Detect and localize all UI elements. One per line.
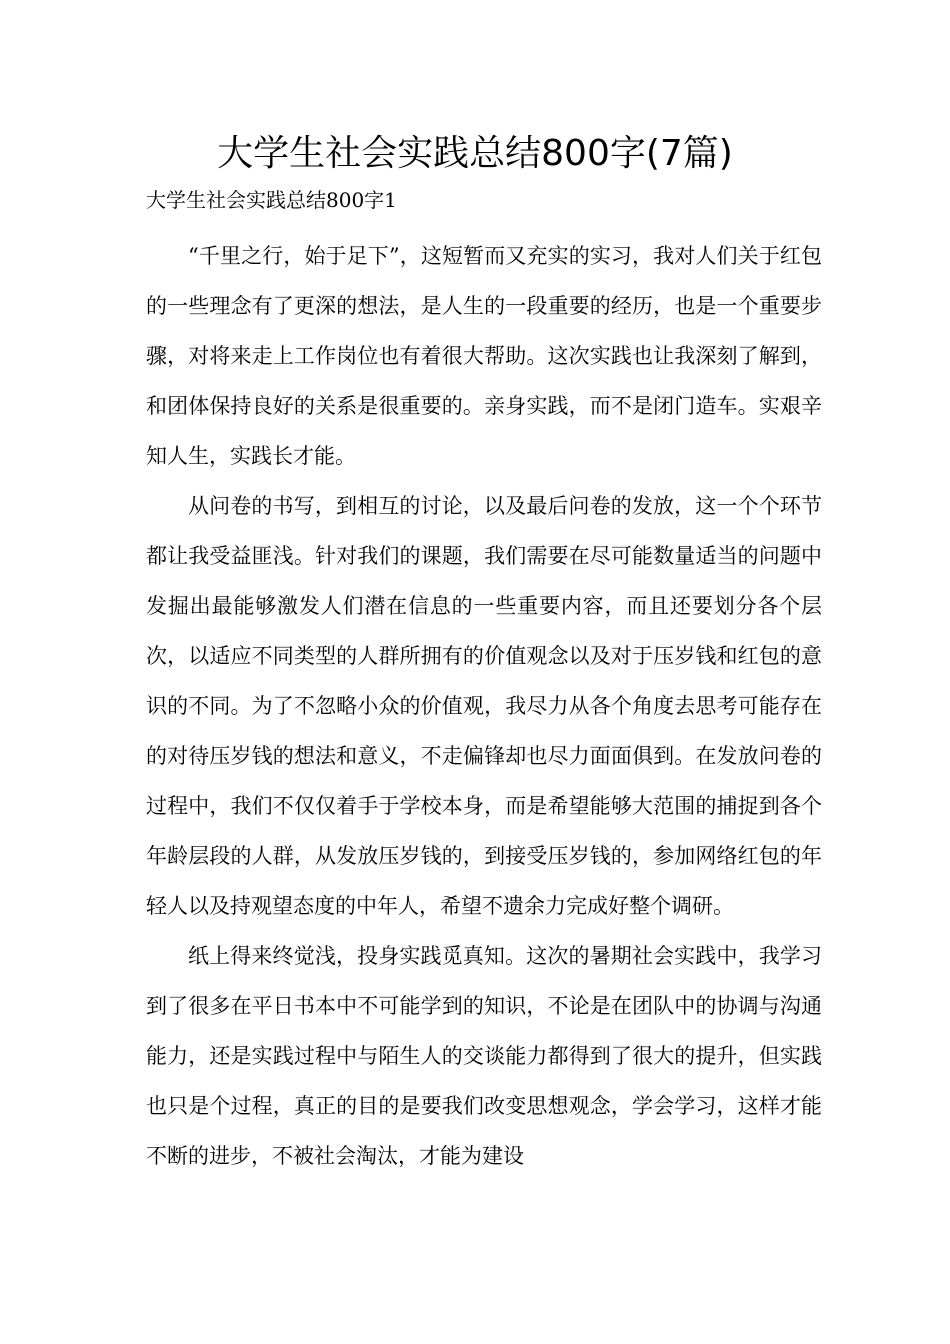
paragraph-1: “千里之行，始于足下”，这短暂而又充实的实习，我对人们关于红包的一些理念有了更深的想法，是人生的一段重要的经历，也是一个重要步骤，对将来走上工作岗位也有着很大帮助。这次实践也让我深刻了解到，和团体保持良好的关系是很重要的。亲身实践，而不是闭门造车。实艰辛知人生，实践长才能。: [146, 244, 822, 468]
section-heading: 大学生社会实践总结800字1: [146, 188, 397, 212]
document-body: [146, 231, 822, 1181]
document-title: 大学生社会实践总结800字(7篇): [217, 133, 733, 174]
paragraph-2: 从问卷的书写，到相互的讨论，以及最后问卷的发放，这一个个环节都让我受益匪浅。针对我们的课题，我们需要在尽可能数量适当的问题中发掘出最能够激发人们潜在信息的一些重要内容，而且还要划分各个层次，以适应不同类型的人群所拥有的价值观念以及对于压岁钱和红包的意识的不同。为了不忽略小众的价值观，我尽力从各个角度去思考可能存在的对待压岁钱的想法和意义，不走偏锋却也尽力面面俱到。在发放问卷的过程中，我们不仅仅着手于学校本身，而是希望能够大范围的捕捉到各个年龄层段的人群，从发放压岁钱的，到接受压岁钱的，参加网络红包的年轻人以及持观望态度的中年人，希望不遗余力完成好整个调研。: [146, 494, 822, 918]
paragraph-3: 纸上得来终觉浅，投身实践觅真知。这次的暑期社会实践中，我学习到了很多在平日书本中不可能学到的知识，不论是在团队中的协调与沟通能力，还是实践过程中与陌生人的交谈能力都得到了很大的提升，但实践也只是个过程，真正的目的是要我们改变思想观念，学会学习，这样才能不断的进步，不被社会淘汰，才能为建设: [146, 944, 822, 1168]
